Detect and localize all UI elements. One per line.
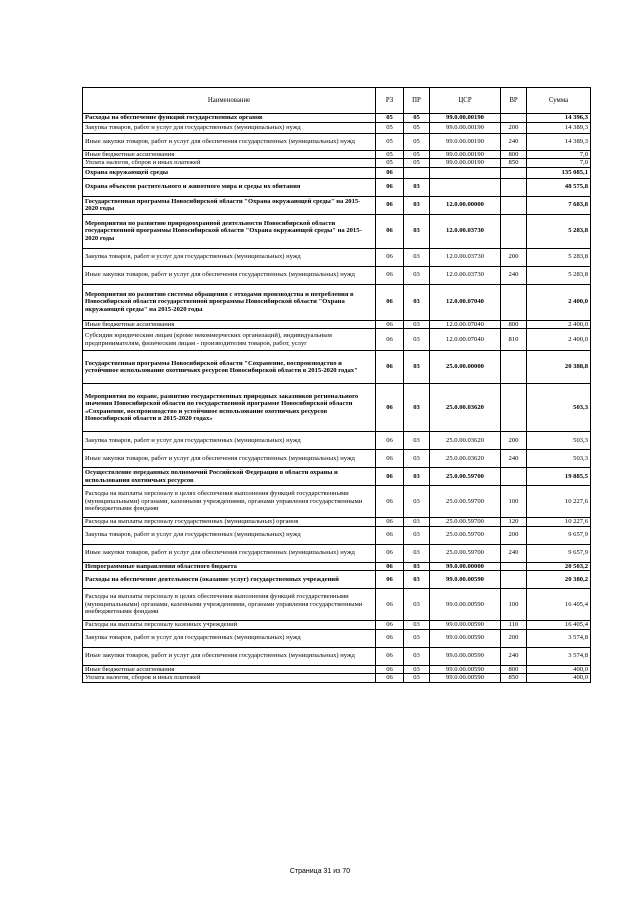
cell-vr <box>501 167 527 178</box>
header-pr: ПР <box>404 88 430 114</box>
cell-rz: 06 <box>376 178 404 196</box>
cell-pr: 03 <box>404 384 430 432</box>
table-row <box>83 544 591 562</box>
cell-vr <box>501 214 527 248</box>
table-row <box>83 266 591 284</box>
cell-sum: 14 389,3 <box>527 122 591 133</box>
cell-sum: 20 388,8 <box>527 351 591 384</box>
cell-sum: 14 389,3 <box>527 133 591 150</box>
cell-name: Мероприятия по развитию природоохранной деятельности Новосибирской области государственной программы Новосибирской области "Охрана окружающей среды" на 2015-2020 годы <box>83 214 376 248</box>
cell-vr <box>501 284 527 320</box>
cell-name: Расходы на обеспечение деятельности (оказание услуг) государственных учреждений <box>83 571 376 589</box>
cell-pr: 03 <box>404 518 430 527</box>
cell-csr: 99.0.00.00190 <box>430 150 501 159</box>
cell-rz: 06 <box>376 329 404 351</box>
cell-rz: 05 <box>376 114 404 123</box>
cell-csr: 99.0.00.00590 <box>430 571 501 589</box>
cell-vr: 200 <box>501 526 527 544</box>
cell-sum: 503,3 <box>527 432 591 450</box>
cell-sum: 7,0 <box>527 150 591 159</box>
cell-pr: 05 <box>404 133 430 150</box>
cell-pr: 03 <box>404 351 430 384</box>
cell-rz: 06 <box>376 629 404 647</box>
cell-rz: 06 <box>376 468 404 486</box>
table-row <box>83 647 591 665</box>
cell-rz: 06 <box>376 266 404 284</box>
cell-pr: 03 <box>404 571 430 589</box>
cell-rz: 06 <box>376 432 404 450</box>
cell-pr: 03 <box>404 450 430 468</box>
cell-name: Закупка товаров, работ и услуг для государственных (муниципальных) нужд <box>83 122 376 133</box>
cell-sum: 10 227,6 <box>527 518 591 527</box>
cell-name: Государственная программа Новосибирской области "Сохранение, воспроизводство и устойчивое использование охотничьих ресурсов Новосибирской области в 2015-2020 годах" <box>83 351 376 384</box>
table-header-row <box>83 88 591 114</box>
cell-sum: 2 400,0 <box>527 329 591 351</box>
table-row <box>83 384 591 432</box>
cell-rz: 05 <box>376 122 404 133</box>
table-row <box>83 178 591 196</box>
cell-rz: 06 <box>376 214 404 248</box>
cell-csr: 25.0.00.59700 <box>430 486 501 518</box>
cell-pr: 03 <box>404 196 430 214</box>
cell-csr: 12.0.00.00000 <box>430 196 501 214</box>
table-row <box>83 159 591 168</box>
cell-name: Закупка товаров, работ и услуг для государственных (муниципальных) нужд <box>83 432 376 450</box>
cell-csr: 25.0.00.03620 <box>430 384 501 432</box>
header-csr: ЦСР <box>430 88 501 114</box>
cell-pr: 03 <box>404 621 430 630</box>
table-row <box>83 450 591 468</box>
table-row <box>83 518 591 527</box>
cell-pr: 03 <box>404 486 430 518</box>
cell-rz: 06 <box>376 384 404 432</box>
cell-vr: 850 <box>501 674 527 683</box>
cell-sum: 400,0 <box>527 665 591 674</box>
table-row <box>83 122 591 133</box>
cell-rz: 06 <box>376 284 404 320</box>
cell-sum: 16 405,4 <box>527 589 591 621</box>
cell-vr: 120 <box>501 518 527 527</box>
cell-csr <box>430 167 501 178</box>
cell-sum: 503,3 <box>527 384 591 432</box>
table-row <box>83 486 591 518</box>
cell-csr: 99.0.00.00190 <box>430 122 501 133</box>
table-row <box>83 351 591 384</box>
cell-name: Субсидии юридическим лицам (кроме некоммерческих организаций), индивидуальным предпринимателям, физическим лицам - производителям товаров, работ, услуг <box>83 329 376 351</box>
table-row <box>83 432 591 450</box>
table-row <box>83 629 591 647</box>
page-number: Страница 31 из 70 <box>289 868 351 875</box>
cell-vr: 240 <box>501 544 527 562</box>
cell-vr: 240 <box>501 133 527 150</box>
cell-rz: 05 <box>376 133 404 150</box>
cell-pr: 03 <box>404 320 430 329</box>
cell-rz: 06 <box>376 248 404 266</box>
table-row <box>83 167 591 178</box>
cell-pr: 03 <box>404 589 430 621</box>
table-row <box>83 320 591 329</box>
cell-sum: 20 380,2 <box>527 571 591 589</box>
cell-vr <box>501 351 527 384</box>
cell-name: Уплата налогов, сборов и иных платежей <box>83 674 376 683</box>
cell-pr: 03 <box>404 647 430 665</box>
cell-sum: 400,0 <box>527 674 591 683</box>
cell-name: Расходы на выплаты персоналу в целях обеспечения выполнения функций государственными (муниципальными) органами, казенными учреждениями, органами управления государственными внебюджетными фондами <box>83 589 376 621</box>
table-row <box>83 589 591 621</box>
cell-pr: 03 <box>404 178 430 196</box>
cell-vr: 850 <box>501 159 527 168</box>
cell-vr: 240 <box>501 266 527 284</box>
cell-vr: 800 <box>501 665 527 674</box>
table-row <box>83 621 591 630</box>
cell-csr: 99.0.00.00590 <box>430 647 501 665</box>
cell-rz: 06 <box>376 518 404 527</box>
cell-sum: 7,0 <box>527 159 591 168</box>
cell-pr: 03 <box>404 562 430 571</box>
cell-sum: 10 227,6 <box>527 486 591 518</box>
cell-csr: 12.0.00.03730 <box>430 214 501 248</box>
cell-sum: 9 657,9 <box>527 526 591 544</box>
cell-rz: 06 <box>376 320 404 329</box>
cell-vr: 800 <box>501 150 527 159</box>
cell-sum: 9 657,9 <box>527 544 591 562</box>
cell-sum: 19 885,5 <box>527 468 591 486</box>
cell-sum: 503,3 <box>527 450 591 468</box>
cell-rz: 06 <box>376 196 404 214</box>
cell-csr: 25.0.00.59700 <box>430 518 501 527</box>
header-name: Наименование <box>83 88 376 114</box>
cell-name: Иные закупки товаров, работ и услуг для обеспечения государственных (муниципальных) нужд <box>83 544 376 562</box>
cell-name: Закупка товаров, работ и услуг для государственных (муниципальных) нужд <box>83 629 376 647</box>
cell-csr: 25.0.00.03620 <box>430 432 501 450</box>
cell-rz: 06 <box>376 571 404 589</box>
table-row <box>83 133 591 150</box>
cell-csr: 99.0.00.00590 <box>430 665 501 674</box>
cell-vr <box>501 178 527 196</box>
cell-csr: 25.0.00.00000 <box>430 351 501 384</box>
cell-pr <box>404 167 430 178</box>
cell-name: Расходы на выплаты персоналу в целях обеспечения выполнения функций государственными (муниципальными) органами, казенными учреждениями, органами управления государственными внебюджетными фондами <box>83 486 376 518</box>
cell-name: Охрана окружающей среды <box>83 167 376 178</box>
table-row <box>83 571 591 589</box>
cell-csr: 99.0.00.00190 <box>430 159 501 168</box>
cell-pr: 03 <box>404 284 430 320</box>
cell-pr: 05 <box>404 159 430 168</box>
table-row <box>83 674 591 683</box>
cell-name: Иные закупки товаров, работ и услуг для обеспечения государственных (муниципальных) нужд <box>83 266 376 284</box>
cell-sum: 2 400,0 <box>527 320 591 329</box>
table-row <box>83 114 591 123</box>
table-row <box>83 214 591 248</box>
cell-csr: 25.0.00.59700 <box>430 544 501 562</box>
cell-sum: 2 400,0 <box>527 284 591 320</box>
cell-vr: 200 <box>501 122 527 133</box>
cell-sum: 5 283,8 <box>527 214 591 248</box>
cell-rz: 06 <box>376 589 404 621</box>
cell-name: Непрограммные направления областного бюджета <box>83 562 376 571</box>
cell-sum: 20 503,2 <box>527 562 591 571</box>
cell-pr: 03 <box>404 266 430 284</box>
cell-csr: 99.0.00.00590 <box>430 621 501 630</box>
cell-csr <box>430 178 501 196</box>
cell-rz: 05 <box>376 159 404 168</box>
cell-vr: 240 <box>501 647 527 665</box>
cell-vr: 800 <box>501 320 527 329</box>
cell-name: Расходы на обеспечение функций государственных органов <box>83 114 376 123</box>
cell-vr <box>501 468 527 486</box>
cell-name: Охрана объектов растительного и животного мира и среды их обитания <box>83 178 376 196</box>
cell-rz: 06 <box>376 526 404 544</box>
table-row <box>83 196 591 214</box>
cell-pr: 03 <box>404 526 430 544</box>
cell-csr: 99.0.00.00000 <box>430 562 501 571</box>
table-row <box>83 284 591 320</box>
header-vr: ВР <box>501 88 527 114</box>
cell-rz: 06 <box>376 544 404 562</box>
cell-name: Иные бюджетные ассигнования <box>83 665 376 674</box>
cell-csr: 12.0.00.03730 <box>430 266 501 284</box>
cell-vr: 200 <box>501 432 527 450</box>
header-rz: РЗ <box>376 88 404 114</box>
cell-pr: 05 <box>404 122 430 133</box>
cell-rz: 06 <box>376 450 404 468</box>
cell-name: Иные закупки товаров, работ и услуг для обеспечения государственных (муниципальных) нужд <box>83 133 376 150</box>
cell-sum: 3 574,8 <box>527 647 591 665</box>
cell-pr: 03 <box>404 674 430 683</box>
cell-name: Мероприятия по охране, развитию государственных природных заказников регионального значения Новосибирской области по государственной программе Новосибирской области «Сохранение, воспроизводство и устойчивое использование охотничьих ресурсов Новосибирской области в 2015-2020 годах» <box>83 384 376 432</box>
cell-name: Осуществление переданных полномочий Российской Федерации в области охраны и использования охотничьих ресурсов <box>83 468 376 486</box>
cell-pr: 03 <box>404 468 430 486</box>
cell-rz: 06 <box>376 167 404 178</box>
cell-csr: 25.0.00.03620 <box>430 450 501 468</box>
cell-vr <box>501 384 527 432</box>
cell-csr: 12.0.00.07040 <box>430 320 501 329</box>
cell-pr: 03 <box>404 544 430 562</box>
cell-vr: 100 <box>501 486 527 518</box>
cell-sum: 7 683,8 <box>527 196 591 214</box>
cell-name: Иные закупки товаров, работ и услуг для обеспечения государственных (муниципальных) нужд <box>83 647 376 665</box>
cell-name: Закупка товаров, работ и услуг для государственных (муниципальных) нужд <box>83 248 376 266</box>
cell-name: Расходы на выплаты персоналу государственных (муниципальных) органов <box>83 518 376 527</box>
cell-csr: 99.0.00.00590 <box>430 589 501 621</box>
cell-csr: 99.0.00.00590 <box>430 629 501 647</box>
cell-csr: 99.0.00.00190 <box>430 114 501 123</box>
cell-sum: 5 283,8 <box>527 248 591 266</box>
cell-rz: 06 <box>376 674 404 683</box>
cell-sum: 135 085,1 <box>527 167 591 178</box>
cell-pr: 05 <box>404 114 430 123</box>
cell-csr: 99.0.00.00590 <box>430 674 501 683</box>
cell-pr: 03 <box>404 665 430 674</box>
cell-vr: 200 <box>501 629 527 647</box>
cell-csr: 12.0.00.07040 <box>430 284 501 320</box>
cell-csr: 12.0.00.07040 <box>430 329 501 351</box>
cell-vr: 240 <box>501 450 527 468</box>
cell-vr: 110 <box>501 621 527 630</box>
cell-rz: 06 <box>376 621 404 630</box>
cell-csr: 25.0.00.59700 <box>430 526 501 544</box>
cell-name: Иные бюджетные ассигнования <box>83 150 376 159</box>
table-row <box>83 526 591 544</box>
cell-sum: 16 405,4 <box>527 621 591 630</box>
cell-vr: 200 <box>501 248 527 266</box>
table-row <box>83 468 591 486</box>
table-row <box>83 562 591 571</box>
cell-rz: 05 <box>376 150 404 159</box>
cell-csr: 99.0.00.00190 <box>430 133 501 150</box>
cell-vr: 100 <box>501 589 527 621</box>
budget-table <box>82 87 591 683</box>
table-row <box>83 248 591 266</box>
cell-vr <box>501 196 527 214</box>
cell-csr: 25.0.00.59700 <box>430 468 501 486</box>
table-row <box>83 329 591 351</box>
table-row <box>83 665 591 674</box>
cell-name: Мероприятия по развитию системы обращения с отходами производства и потребления в Новосибирской области государственной программы Новосибирской области "Охрана окружающей среды" на 2015-2020 годы <box>83 284 376 320</box>
cell-rz: 06 <box>376 647 404 665</box>
cell-csr: 12.0.00.03730 <box>430 248 501 266</box>
cell-rz: 06 <box>376 486 404 518</box>
cell-pr: 03 <box>404 432 430 450</box>
cell-vr: 810 <box>501 329 527 351</box>
cell-name: Расходы на выплаты персоналу казенных учреждений <box>83 621 376 630</box>
cell-rz: 06 <box>376 665 404 674</box>
cell-vr <box>501 571 527 589</box>
table-row <box>83 150 591 159</box>
cell-name: Закупка товаров, работ и услуг для государственных (муниципальных) нужд <box>83 526 376 544</box>
cell-name: Иные бюджетные ассигнования <box>83 320 376 329</box>
cell-pr: 03 <box>404 214 430 248</box>
cell-pr: 03 <box>404 329 430 351</box>
cell-rz: 06 <box>376 351 404 384</box>
cell-name: Иные закупки товаров, работ и услуг для обеспечения государственных (муниципальных) нужд <box>83 450 376 468</box>
cell-sum: 5 283,8 <box>527 266 591 284</box>
cell-pr: 05 <box>404 150 430 159</box>
cell-pr: 03 <box>404 248 430 266</box>
cell-sum: 3 574,8 <box>527 629 591 647</box>
cell-vr <box>501 114 527 123</box>
cell-name: Уплата налогов, сборов и иных платежей <box>83 159 376 168</box>
cell-name: Государственная программа Новосибирской области "Охрана окружающей среды" на 2015-2020 годы <box>83 196 376 214</box>
table-body <box>83 114 591 683</box>
cell-vr <box>501 562 527 571</box>
cell-rz: 06 <box>376 562 404 571</box>
cell-sum: 14 396,3 <box>527 114 591 123</box>
cell-sum: 48 575,8 <box>527 178 591 196</box>
cell-pr: 03 <box>404 629 430 647</box>
header-sum: Сумма <box>527 88 591 114</box>
